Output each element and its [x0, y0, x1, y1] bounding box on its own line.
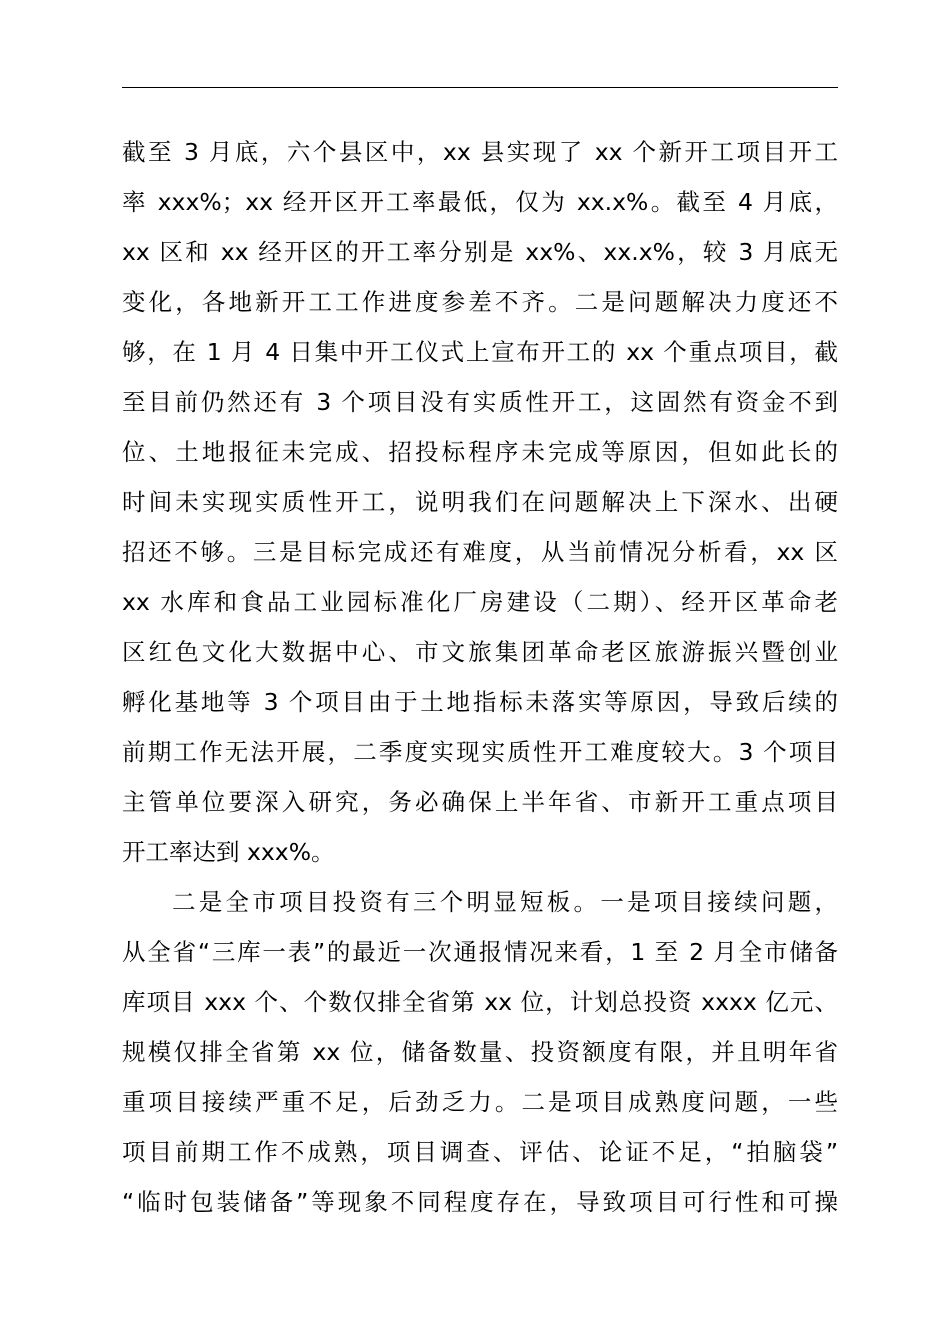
text-line: 规模仅排全省第 xx 位，储备数量、投资额度有限，并且明年省	[122, 1038, 838, 1066]
text-line: 率 xxx%；xx 经开区开工率最低，仅为 xx.x%。截至 4 月底，	[122, 188, 838, 216]
text-line: 前期工作无法开展，二季度实现实质性开工难度较大。3 个项目	[122, 738, 838, 766]
text-line: 截至 3 月底，六个县区中，xx 县实现了 xx 个新开工项目开工	[122, 138, 838, 166]
text-line: 位、土地报征未完成、招投标程序未完成等原因，但如此长的	[122, 438, 838, 466]
text-line: xx 区和 xx 经开区的开工率分别是 xx%、xx.x%，较 3 月底无	[122, 238, 838, 266]
text-line: 孵化基地等 3 个项目由于土地指标未落实等原因，导致后续的	[122, 688, 838, 716]
paragraph-1	[122, 127, 838, 877]
text-line: 从全省“三库一表”的最近一次通报情况来看，1 至 2 月全市储备	[122, 938, 838, 966]
text-line: 库项目 xxx 个、个数仅排全省第 xx 位，计划总投资 xxxx 亿元、	[122, 988, 838, 1016]
text-line: 重项目接续严重不足，后劲乏力。二是项目成熟度问题，一些	[122, 1088, 838, 1116]
header-rule	[122, 87, 838, 88]
text-line: 时间未实现实质性开工，说明我们在问题解决上下深水、出硬	[122, 488, 838, 516]
paragraph-2	[122, 877, 838, 1227]
text-line: 招还不够。三是目标完成还有难度，从当前情况分析看，xx 区	[122, 538, 838, 566]
document-body	[122, 127, 838, 1227]
text-line: 二是全市项目投资有三个明显短板。一是项目接续问题，	[172, 888, 838, 916]
text-line: xx 水库和食品工业园标准化厂房建设（二期）、经开区革命老	[122, 588, 838, 616]
text-line: 开工率达到 xxx%。	[122, 838, 335, 866]
text-line: 至目前仍然还有 3 个项目没有实质性开工，这固然有资金不到	[122, 388, 838, 416]
text-line: 主管单位要深入研究，务必确保上半年省、市新开工重点项目	[122, 788, 838, 816]
text-line: 项目前期工作不成熟，项目调查、评估、论证不足，“拍脑袋”	[122, 1138, 838, 1166]
text-line: 变化，各地新开工工作进度参差不齐。二是问题解决力度还不	[122, 288, 838, 316]
text-line: “临时包装储备”等现象不同程度存在，导致项目可行性和可操	[122, 1188, 838, 1216]
text-line: 区红色文化大数据中心、市文旅集团革命老区旅游振兴暨创业	[122, 638, 838, 666]
text-line: 够，在 1 月 4 日集中开工仪式上宣布开工的 xx 个重点项目，截	[122, 338, 838, 366]
